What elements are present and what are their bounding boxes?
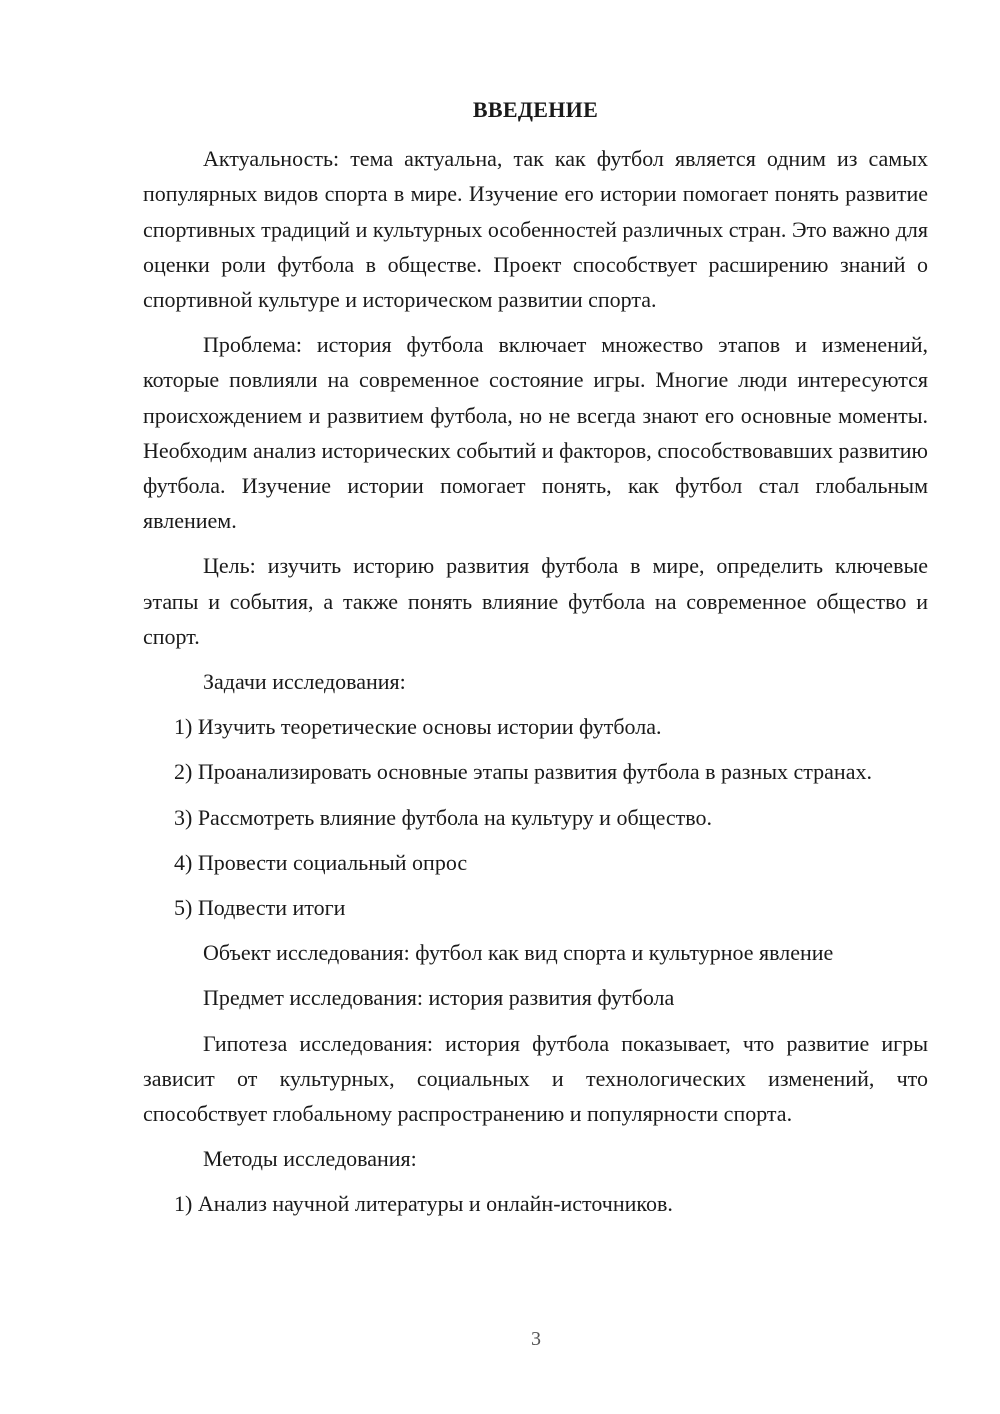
task-item: 1) Изучить теоретические основы истории футбола. — [174, 714, 662, 740]
subject-paragraph: Предмет исследования: история развития футбола — [203, 985, 675, 1011]
tasks-heading: Задачи исследования: — [203, 669, 406, 695]
problem-paragraph: Проблема: история футбола включает множество этапов и изменений, которые повлияли на современное состояние игры. Многие люди интересуются происхождением и развитием футбола, но не всегда знают его основные моменты. Необходим анализ исторических событий и факторов, способствовавших развитию футбола. Изучение истории помогает понять, как футбол стал глобальным явлением. — [143, 332, 928, 534]
hypothesis-paragraph: Гипотеза исследования: история футбола показывает, что развитие игры зависит от культурных, социальных и технологических изменений, что способствует глобальному распространению и популярности спорта. — [143, 1030, 928, 1127]
document-page — [143, 92, 928, 1232]
goal-paragraph: Цель: изучить историю развития футбола в мире, определить ключевые этапы и события, а также понять влияние футбола на современное общество и спорт. — [143, 553, 928, 649]
page-number: 3 — [531, 1328, 541, 1350]
task-item: 2) Проанализировать основные этапы развития футбола в разных странах. — [174, 759, 872, 785]
object-paragraph: Объект исследования: футбол как вид спорта и культурное явление — [203, 940, 834, 966]
relevance-paragraph: Актуальность: тема актуальна, так как футбол является одним из самых популярных видов спорта в мире. Изучение его истории помогает понять развитие спортивных традиций и культурных особенностей различных стран. Это важно для оценки роли футбола в обществе. Проект способствует расширению знаний о спортивной культуре и историческом развитии спорта. — [143, 146, 928, 313]
task-item: 3) Рассмотреть влияние футбола на культуру и общество. — [174, 804, 713, 830]
methods-heading: Методы исследования: — [203, 1146, 417, 1172]
method-item: 1) Анализ научной литературы и онлайн-источников. — [174, 1191, 673, 1217]
task-item: 5) Подвести итоги — [174, 895, 346, 921]
section-heading: ВВЕДЕНИЕ — [472, 97, 599, 122]
task-item: 4) Провести социальный опрос — [174, 849, 468, 875]
